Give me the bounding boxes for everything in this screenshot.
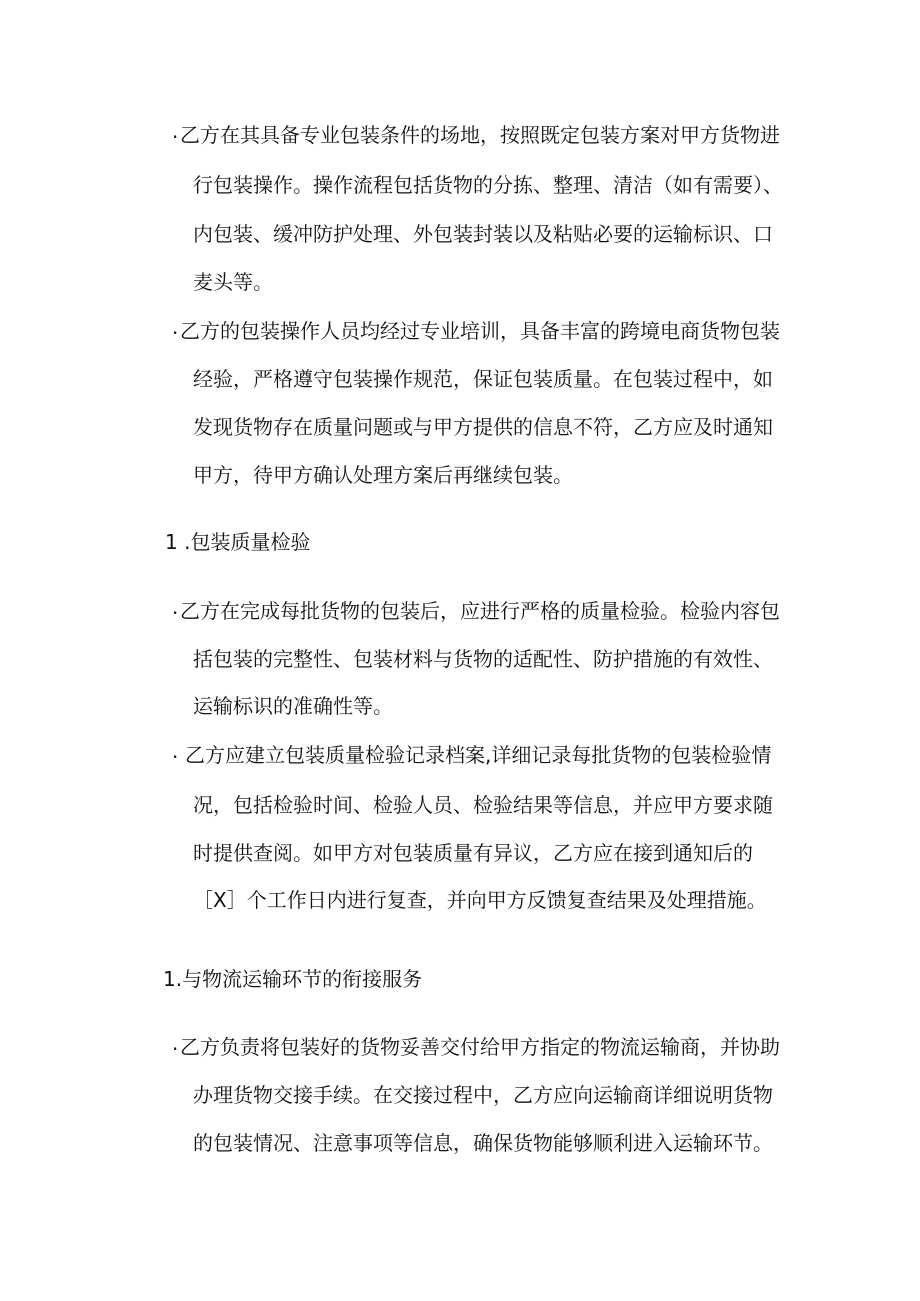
paragraph-line: 况，包括检验时间、检验人员、检验结果等信息，并应甲方要求随 bbox=[193, 793, 773, 817]
paragraph-line: 时提供查阅。如甲方对包装质量有异议，乙方应在接到通知后的 bbox=[193, 841, 753, 865]
paragraph-line: 乙方应建立包装质量检验记录档案,详细记录每批货物的包装检验情 bbox=[185, 743, 772, 767]
paragraph-line: 甲方，待甲方确认处理方案后再继续包装。 bbox=[193, 463, 573, 487]
paragraph-line: 运输标识的准确性等。 bbox=[193, 694, 393, 718]
paragraph-line: 经验，严格遵守包装操作规范，保证包装质量。在包装过程中，如 bbox=[193, 367, 773, 391]
paragraph-line: ［X］个工作日内进行复查，并向甲方反馈复查结果及处理措施。 bbox=[193, 888, 767, 912]
paragraph-line: 括包装的完整性、包装材料与货物的适配性、防护措施的有效性、 bbox=[193, 647, 773, 671]
bullet-marker: · bbox=[172, 125, 179, 149]
bullet-marker: · bbox=[172, 321, 179, 345]
bullet-marker: · bbox=[172, 1037, 179, 1061]
paragraph-line: 内包装、缓冲防护处理、外包装封装以及粘贴必要的运输标识、口 bbox=[193, 222, 773, 246]
paragraph-line: 乙方在完成每批货物的包装后，应进行严格的质量检验。检验内容包 bbox=[180, 599, 780, 623]
paragraph-line: 麦头等。 bbox=[193, 270, 273, 294]
paragraph-line: 乙方的包装操作人员均经过专业培训，具备丰富的跨境电商货物包装 bbox=[180, 319, 780, 343]
bullet-marker: · bbox=[172, 601, 179, 625]
paragraph-line: 办理货物交接手续。在交接过程中，乙方应向运输商详细说明货物 bbox=[193, 1083, 773, 1107]
paragraph-line: 行包装操作。操作流程包括货物的分拣、整理、清洁（如有需要）、 bbox=[193, 173, 783, 197]
section-heading-quality-inspection: 1 .包装质量检验 bbox=[165, 530, 311, 554]
bullet-marker: · bbox=[172, 745, 179, 769]
paragraph-line: 乙方负责将包装好的货物妥善交付给甲方指定的物流运输商，并协助 bbox=[180, 1035, 780, 1059]
paragraph-line: 的包装情况、注意事项等信息，确保货物能够顺利进入运输环节。 bbox=[193, 1131, 773, 1155]
paragraph-line: 乙方在其具备专业包装条件的场地，按照既定包装方案对甲方货物进 bbox=[180, 123, 780, 147]
paragraph-line: 发现货物存在质量问题或与甲方提供的信息不符，乙方应及时通知 bbox=[193, 415, 773, 439]
section-heading-logistics-connection: 1.与物流运输环节的衔接服务 bbox=[163, 967, 423, 991]
